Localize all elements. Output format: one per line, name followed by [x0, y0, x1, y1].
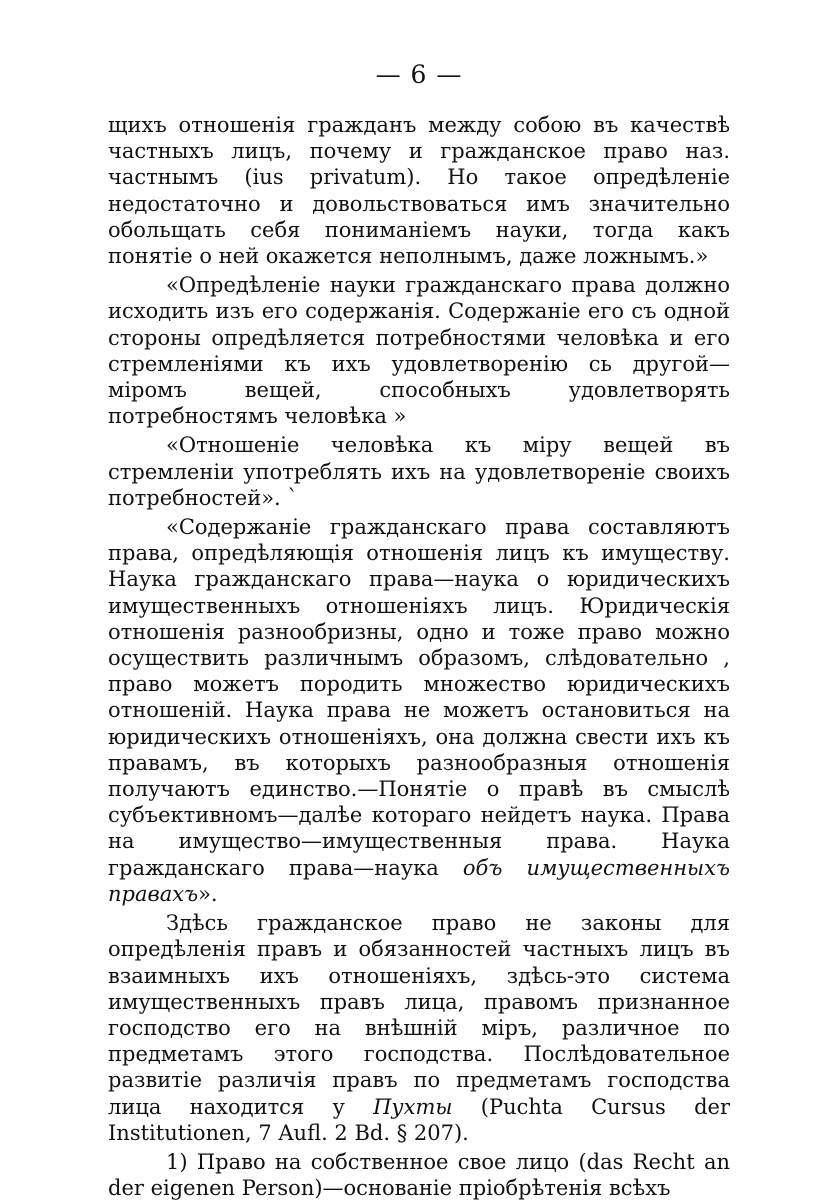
paragraph-4-italic-phrase: объ имущественныхъ правахъ — [108, 855, 730, 906]
paragraph-3: «Отношеніе человѣка къ міру вещей въ стремленіи употреблять ихъ на удовлетвореніе своихъ потребностей». ` — [108, 433, 730, 510]
page-number: — 6 — — [375, 60, 463, 89]
paragraph-5-citation: (Puchta Cursus der Institutionen, 7 Aufl. 2 Bd. § 207). — [108, 1094, 731, 1145]
book-page — [108, 58, 730, 1201]
paragraph-4 — [108, 514, 730, 907]
paragraph-4-body: «Содержаніе гражданскаго права составляютъ права, опредѣляющія отношенія лицъ къ имуществу. Наука гражданскаго права—наука о юридическихъ имущественныхъ отношеніяхъ лицъ. Юридическія отношенія разнообризны, одно и тоже право можно осуществить различнымъ образомъ, слѣдовательно , право можетъ породить множество юридическихъ отношеній. Наука права не можетъ остановиться на юридическихъ отношеніяхъ, она должна свести ихъ къ правамъ, въ которыхъ разнообразныя отношенія получаютъ единство.—Понятіе о правѣ въ смыслѣ субъективномъ—далѣе котораго нейдетъ наука. Права на имущество—имущественныя права. Наука гражданскаго права—наука — [108, 515, 730, 880]
paragraph-1: щихъ отношенія гражданъ между собою въ качествѣ частныхъ лицъ, почему и гражданское право наз. частнымъ (ius privatum). Но такое опредѣленіе недостаточно и довольствоваться имъ значительно обольщать себя пониманіемъ науки, тогда какъ понятіе о ней окажется неполнымъ, даже ложнымъ.» — [108, 113, 730, 269]
paragraph-4-closing: ». — [198, 881, 218, 906]
paragraph-5-italic-name: Пухты — [373, 1094, 453, 1119]
paragraph-6: 1) Право на собственное свое лицо (das Recht an der eigenen Person)—основаніе пріобрѣтенія всѣхъ — [108, 1149, 730, 1201]
paragraph-2: «Опредѣленіе науки гражданскаго права должно исходить изъ его содержанія. Содержаніе его съ одной стороны опредѣляется потребностями человѣка и его стремленіями къ ихъ удовлетворенію сь другой—міромъ вещей, способныхъ удовлетворять потребностямъ человѣка » — [108, 273, 730, 429]
paragraph-5-body: Здѣсь гражданское право не законы для опредѣленія правъ и обязанностей частныхъ лицъ въ взаимныхъ ихъ отношеніяхъ, здѣсь-это система имущественныхъ правъ лица, правомъ признанное господство его на внѣшній міръ, различное по предметамъ этого господства. Послѣдовательное развитіе различія правъ по предметамъ господства лица находится у — [108, 911, 730, 1119]
paragraph-5 — [108, 910, 730, 1146]
